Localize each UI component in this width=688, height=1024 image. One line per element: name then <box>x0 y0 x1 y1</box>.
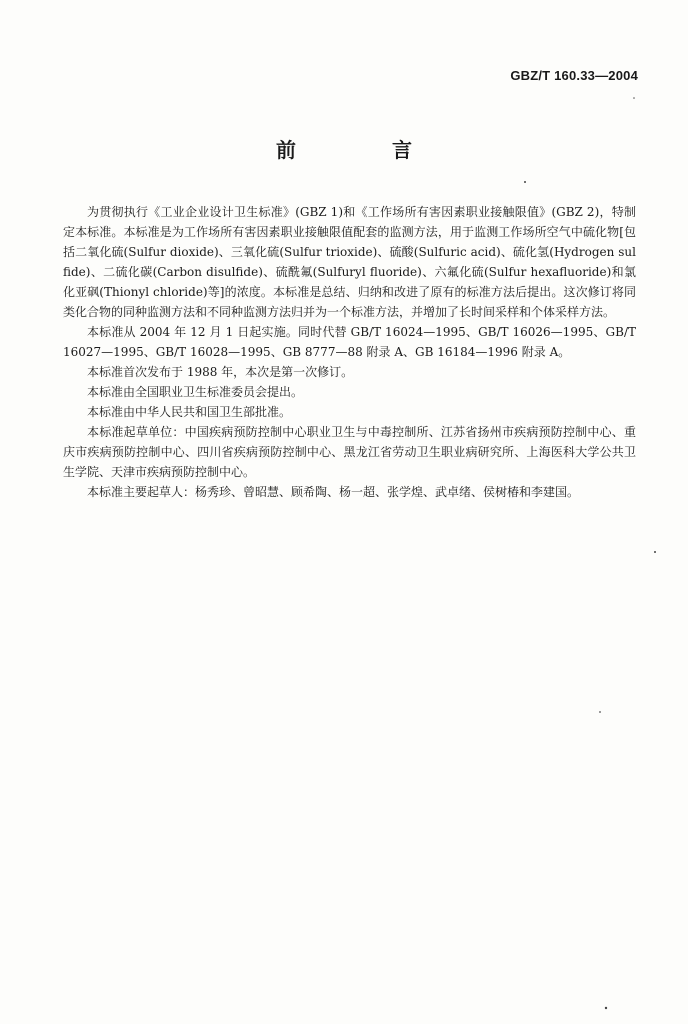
page-title: 前 言 <box>276 138 450 162</box>
speck <box>654 551 656 553</box>
speck <box>605 1007 607 1009</box>
paragraph-first-release: 本标准首次发布于 1988 年，本次是第一次修订。 <box>87 365 354 379</box>
speck <box>633 97 635 99</box>
paragraph-drafters: 本标准主要起草人：杨秀珍、曾昭慧、顾希陶、杨一超、张学煌、武卓绪、侯树椿和李建国。 <box>87 485 580 499</box>
paragraph-proposed-by: 本标准由全国职业卫生标准委员会提出。 <box>87 385 304 399</box>
speck <box>524 181 526 183</box>
paragraph-purpose: 为贯彻执行《工业企业设计卫生标准》(GBZ 1)和《工作场所有害因素职业接触限值》(GBZ 2)，特制定本标准。本标准是为工作场所有害因素职业接触限值配套的监测方法，用于监测工作场所空气中硫化物[包括二氧化硫(Sulfur dioxide)、三氧化硫(Sulfur trioxide)、硫酸(Sulfuric acid)、硫化氢(Hydrogen sulfide)、二硫化碳(Carbon disulfide)、硫酰氟(Sulfuryl fluoride)、六氟化硫(Sulfur hexafluoride)和氯化亚砜(Thionyl chloride)等]的浓度。本标准是总结、归纳和改进了原有的标准方法后提出。这次修订将同类化合物的同种监测方法和不同种监测方法归并为一个标准方法，并增加了长时间采样和个体采样方法。 <box>63 205 636 319</box>
speck <box>599 711 601 713</box>
paragraph-effective-date: 本标准从 2004 年 12 月 1 日起实施。同时代替 GB/T 16024—1995、GB/T 16026—1995、GB/T 16027—1995、GB/T 16028—1995、GB 8777—88 附录 A、GB 16184—1996 附录 A。 <box>63 325 636 359</box>
paragraph-approved-by: 本标准由中华人民共和国卫生部批准。 <box>87 405 292 419</box>
document-body <box>63 202 636 502</box>
paragraph-drafting-units: 本标准起草单位：中国疾病预防控制中心职业卫生与中毒控制所、江苏省扬州市疾病预防控制中心、重庆市疾病预防控制中心、四川省疾病预防控制中心、黑龙江省劳动卫生职业病研究所、上海医科大学公共卫生学院、天津市疾病预防控制中心。 <box>63 425 636 479</box>
standard-code: GBZ/T 160.33—2004 <box>510 68 638 83</box>
